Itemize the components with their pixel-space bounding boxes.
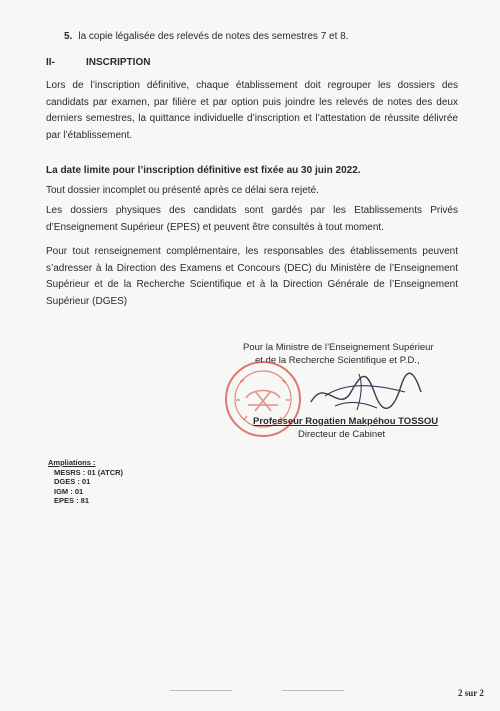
signatory-name: Professeur Rogatien Makpéhou TOSSOU [253,416,439,427]
handwritten-signature-icon [305,362,425,422]
ampliation-item: MESRS : 01 (ATCR) [54,467,124,477]
list-item-5 [64,31,349,42]
footer-divider [282,690,344,691]
paragraph-inscription: Lors de l’inscription définitive, chaque établissement doit regrouper les dossiers des candidats par examen, par filière et par option puis joindre les relevés de notes des deux derniers semestres, la quittance individuelle d’inscription et l’attestation de réussite délivrée par l’établissement. [46,80,458,141]
list-item-number: 5. [64,31,73,42]
footer-divider [170,690,232,691]
ampliation-item: DGES : 01 [54,477,91,486]
paragraph-rejection: Tout dossier incomplet ou présenté après ce délai sera rejeté. [46,185,319,196]
page-number: 2 sur 2 [458,688,484,698]
signature-line-2: et de la Recherche Scientifique et P.D., [255,355,420,366]
ampliations-heading: Ampliations : [48,458,96,467]
signature-line-1: Pour la Ministre de l’Enseignement Supérieur [243,342,434,353]
signatory-title: Directeur de Cabinet [298,429,386,440]
paragraph-deadline: La date limite pour l’inscription définitive est fixée au 30 juin 2022. [46,165,361,176]
official-seal-icon [222,358,304,440]
section-title: INSCRIPTION [86,57,151,68]
paragraph-epes: Les dossiers physiques des candidats sont gardés par les Etablissements Privés d’Enseignement Supérieur (EPES) et peuvent être consultés à tout moment. [46,205,458,233]
ampliation-item: EPES : 81 [54,496,90,505]
list-item-text: la copie légalisée des relevés de notes des semestres 7 et 8. [78,31,349,42]
section-number: II- [46,57,55,68]
ampliation-item: IGM : 01 [54,486,84,496]
section-heading [46,57,150,68]
ampliations-block [48,458,123,506]
paragraph-contact: Pour tout renseignement complémentaire, les responsables des établissements peuvent s’adresser à la Direction des Examens et Concours (DEC) du Ministère de l’Enseignement Supérieur et de la Recherche Scientifique et à la Direction Générale de l’Enseignement Supérieur (DGES) [46,246,458,307]
